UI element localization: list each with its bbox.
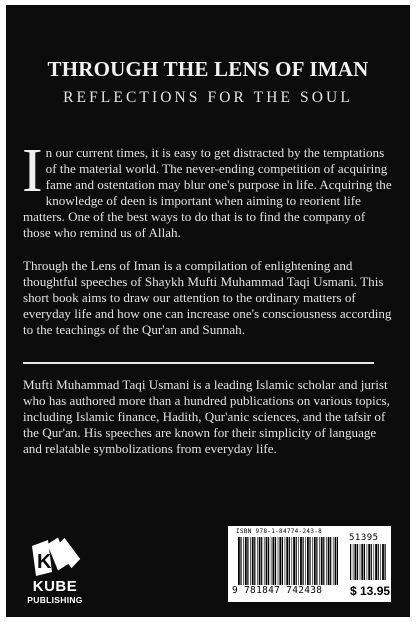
book-title: THROUGH THE LENS OF IMAN <box>47 57 369 81</box>
addon-digits: 51395 <box>349 533 379 543</box>
price-label: $ 13.95 <box>350 584 391 598</box>
publisher-logo <box>22 536 88 608</box>
description-paragraph: Through the Lens of Iman is a compilation of enlightening and thoughtful speeches of Shaykh Mufti Muhammad Taqi Usmani. This short book aims to draw our attention to the ordinary matters of everyday life and how one can increase one's consciousness according to the teachings of the Qur'an and Sunnah. <box>23 258 392 337</box>
author-bio-paragraph: Mufti Muhammad Taqi Usmani is a leading Islamic scholar and jurist who has authored more than a hundred publications on various topics, including Islamic finance, Hadith, Qur'anic sciences, and the tafsir of the Qur'an. His speeches are known for their simplicity of language and relatable symbolizations from everyday life. <box>23 377 390 456</box>
book-subtitle: REFLECTIONS FOR THE SOUL <box>63 89 353 106</box>
intro-paragraph <box>22 137 395 240</box>
publisher-sub: PUBLISHING <box>27 595 83 605</box>
divider-rule <box>23 362 374 364</box>
drop-cap: I <box>22 137 43 205</box>
barcode-icon <box>238 537 338 585</box>
intro-paragraph-text: n our current times, it is easy to get distracted by the temptations of the material world. The never-ending competition of acquiring fame and ostentation may blur one's purpose in life. Acquiring the knowledge of deen is important when aiming to reorient life matters. One of the best ways to do that is to find the company of those who remind us of Allah. <box>23 145 392 240</box>
ean-digits: 9 781847 742438 <box>232 585 323 596</box>
addon-barcode-icon <box>350 544 386 580</box>
book-stack-logo-icon <box>28 536 82 578</box>
publisher-name: KUBE <box>32 578 78 595</box>
isbn-label: ISBN 978-1-84774-243-8 <box>236 528 323 535</box>
logo-letter: K <box>37 551 52 573</box>
barcode-box <box>228 526 391 602</box>
